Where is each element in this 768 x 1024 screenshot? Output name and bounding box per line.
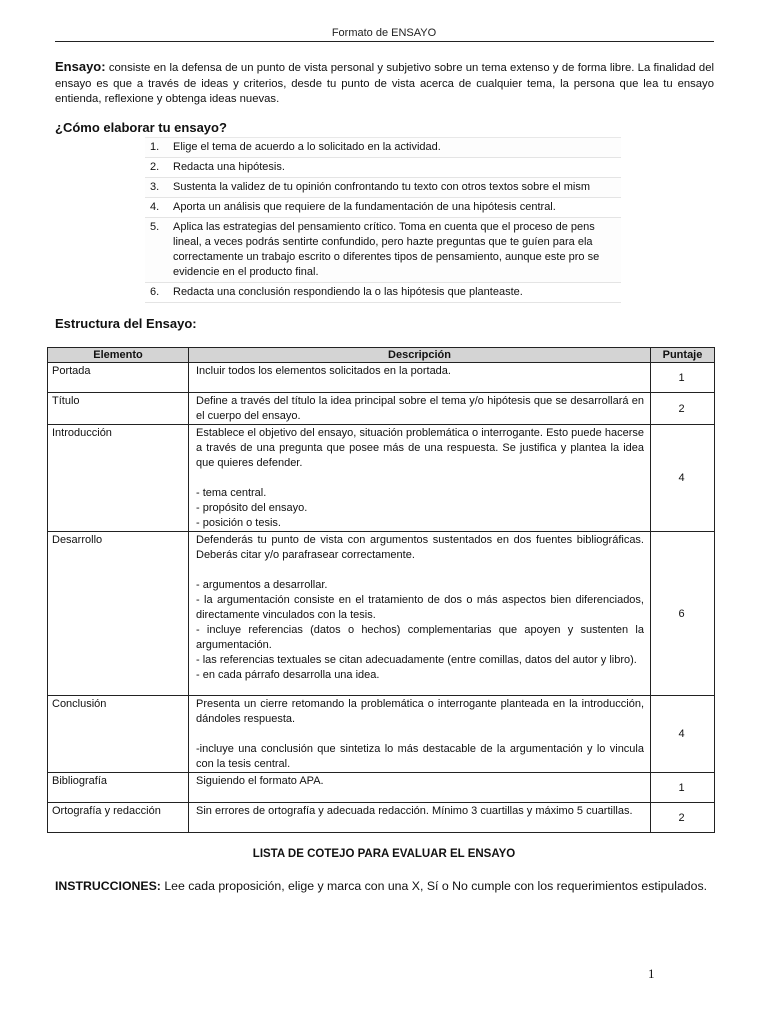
step-item [145,178,621,198]
rubric-description [189,363,651,393]
step-number: 6. [150,286,160,298]
step-item [145,283,621,303]
header-description: Descripción [189,348,651,363]
step-text: Aplica las estrategias del pensamiento crítico. Toma en cuenta que el proceso de pens lineal, a veces podrás sentirte confundido, pero hazte preguntas que te guíen para ela correctamente un trabajo escrito o diferentes tipos de pensamiento, aunque este pro se evidencie en el producto final. [173,221,600,278]
description-line: Siguiendo el formato APA. [196,775,324,787]
step-text: Elige el tema de acuerdo a lo solicitado en la actividad. [173,141,441,153]
rubric-description [189,425,651,532]
description-gap [196,563,644,578]
description-line: Presenta un cierre retomando la problemática o interrogante planteada en la introducción, dándoles respuesta. [196,698,644,725]
description-line: Defenderás tu punto de vista con argumentos sustentados en dos fuentes bibliográficas. Deberás citar y/o parafrasear correctamente. [196,534,644,561]
instructions-paragraph [55,878,714,895]
rubric-score: 4 [651,425,715,532]
description-line: - en cada párrafo desarrolla una idea. [196,669,380,681]
description-line: - argumentos a desarrollar. [196,579,328,591]
step-text: Aporta un análisis que requiere de la fundamentación de una hipótesis central. [173,201,556,213]
rubric-element: Bibliografía [48,773,189,803]
rubric-description [189,773,651,803]
header-rule [55,41,714,42]
step-text: Redacta una conclusión respondiendo la o las hipótesis que planteaste. [173,286,523,298]
step-text: Sustenta la validez de tu opinión confrontando tu texto con otros textos sobre el mism [173,181,591,193]
step-number: 3. [150,181,160,193]
rubric-row [48,773,715,803]
rubric-row [48,696,715,773]
description-line: - posición o tesis. [196,517,281,529]
description-line: - propósito del ensayo. [196,502,308,514]
rubric-score: 1 [651,363,715,393]
description-line: - la argumentación consiste en el tratamiento de dos o más aspectos bien diferenciados, directamente vinculados con la tesis. [196,594,644,621]
page-header: Formato de ENSAYO [331,27,437,39]
step-number: 5. [150,221,160,233]
rubric-score: 4 [651,696,715,773]
rubric-score: 2 [651,393,715,425]
description-gap [196,727,644,742]
rubric-score: 6 [651,532,715,696]
rubric-element: Introducción [48,425,189,532]
steps-list [145,137,621,303]
rubric-element: Ortografía y redacción [48,803,189,833]
step-item [145,218,621,283]
description-line: - tema central. [196,487,267,499]
rubric-description [189,696,651,773]
rubric-element: Portada [48,363,189,393]
how-to-title: ¿Cómo elaborar tu ensayo? [55,120,227,135]
description-line: Incluir todos los elementos solicitados en la portada. [196,365,451,377]
description-line: Establece el objetivo del ensayo, situación problemática o interrogante. Esto puede hacerse a través de una pregunta que posee más de una respuesta. Se justifica y plantea la idea que quieres defender. [196,427,644,469]
rubric-description [189,393,651,425]
description-line: Sin errores de ortografía y adecuada redacción. Mínimo 3 cuartillas y máximo 5 cuartillas. [196,805,633,817]
intro-text: consiste en la defensa de un punto de vista personal y subjetivo sobre un tema extenso y de forma libre. La finalidad del ensayo es que a través de ideas y criterios, desde tu punto de vista acerca de cualquier tema, la persona que lea tu ensayo entienda, reflexione y obtenga ideas nuevas. [55,62,714,105]
rubric-row [48,425,715,532]
rubric-header-row [48,348,715,363]
step-text: Redacta una hipótesis. [173,161,285,173]
intro-paragraph [55,59,714,108]
step-item [145,158,621,178]
description-line: -incluye una conclusión que sintetiza lo más destacable de la argumentación y lo vincula con la tesis central. [196,743,644,770]
rubric-score: 1 [651,773,715,803]
instructions-text: Lee cada proposición, elige y marca con una X, Sí o No cumple con los requerimientos estipulados. [160,879,708,893]
rubric-element: Desarrollo [48,532,189,696]
step-number: 2. [150,161,160,173]
header-element: Elemento [48,348,189,363]
header-score: Puntaje [651,348,715,363]
rubric-table [47,347,715,833]
page-number: 1 [648,966,655,981]
rubric-element: Conclusión [48,696,189,773]
step-item [145,138,621,158]
rubric-description [189,532,651,696]
step-item [145,198,621,218]
step-number: 1. [150,141,160,153]
rubric-score: 2 [651,803,715,833]
description-gap [196,471,644,486]
rubric-row [48,803,715,833]
rubric-row [48,532,715,696]
description-line: - incluye referencias (datos o hechos) complementarias que apoyen y sustenten la argumentación. [196,624,644,651]
step-number: 4. [150,201,160,213]
rubric-element: Título [48,393,189,425]
rubric-row [48,363,715,393]
rubric-row [48,393,715,425]
description-line: - las referencias textuales se citan adecuadamente (entre comillas, datos del autor y libro). [196,654,637,666]
instructions-label: INSTRUCCIONES: [55,879,161,893]
checklist-title: LISTA DE COTEJO PARA EVALUAR EL ENSAYO [252,848,516,860]
description-line: Define a través del título la idea principal sobre el tema y/o hipótesis que se desarrollará en el cuerpo del ensayo. [196,395,644,422]
rubric-description [189,803,651,833]
intro-term: Ensayo: [55,59,106,74]
structure-title: Estructura del Ensayo: [55,316,197,331]
